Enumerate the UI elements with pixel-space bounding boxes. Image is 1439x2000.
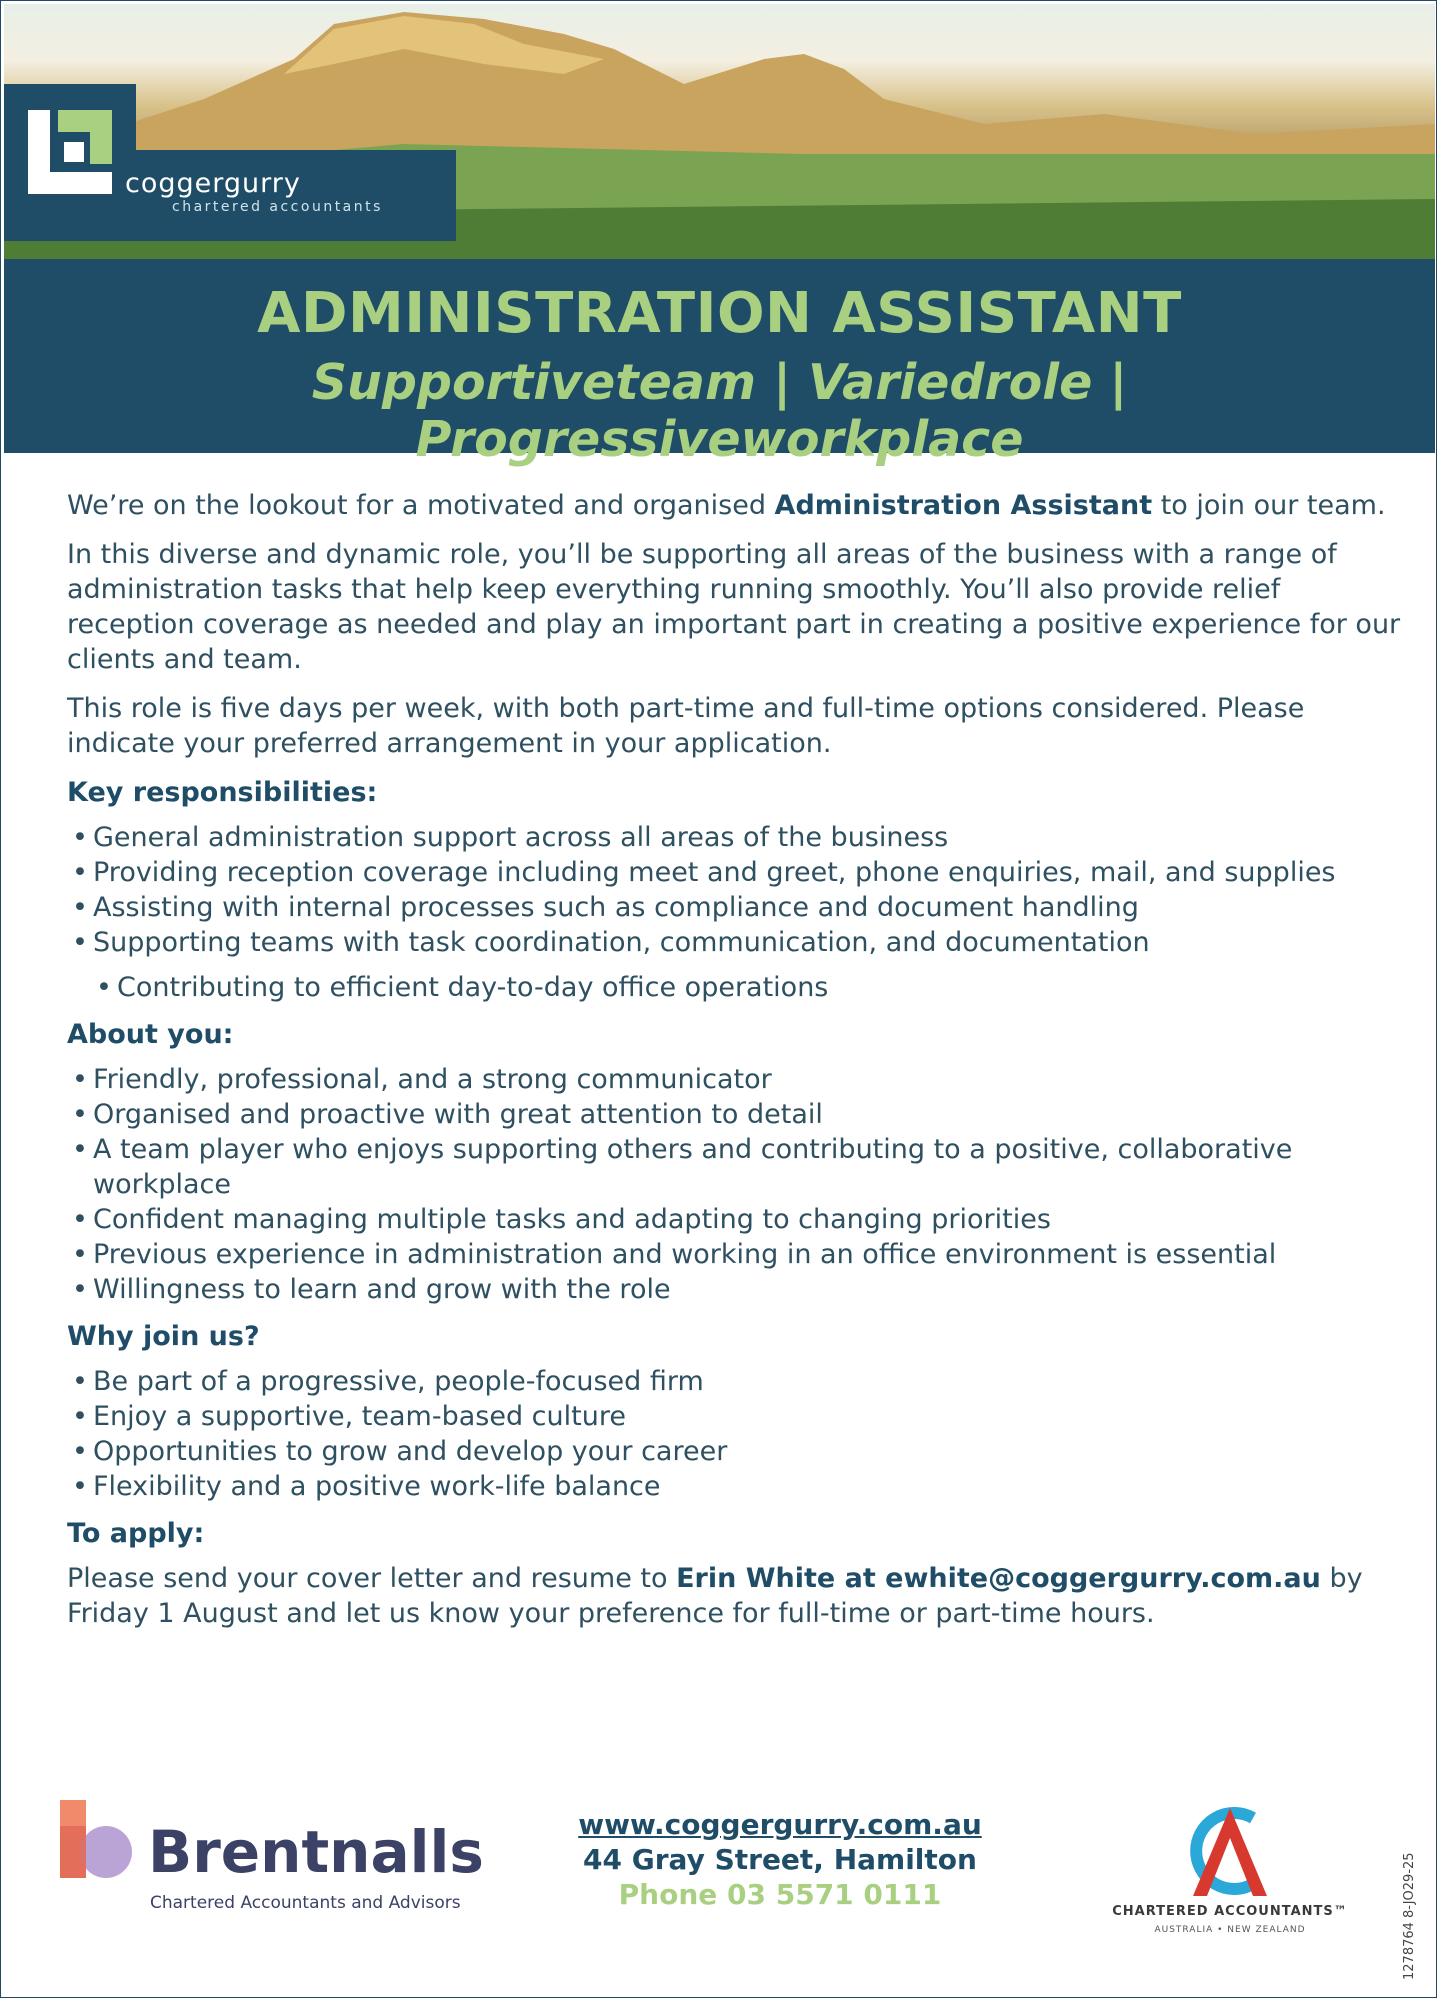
- list-item: • Be part of a progressive, people-focused firm: [67, 1364, 1407, 1399]
- responsibilities-heading: Key responsibilities:: [67, 777, 378, 808]
- ad-body: [67, 488, 1407, 1645]
- list-item: • Opportunities to grow and develop your career: [67, 1434, 1407, 1469]
- job-subtitle: Supportiveteam | Variedrole | Progressiveworkplace: [311, 354, 1128, 468]
- list-item: • General administration support across all areas of the business: [67, 820, 1407, 855]
- brentnalls-name: Brentnalls: [148, 1818, 484, 1886]
- list-item: • Supporting teams with task coordination, communication, and documentation: [67, 925, 1407, 960]
- about-list: [67, 1062, 1407, 1307]
- why-heading: Why join us?: [67, 1321, 260, 1352]
- apply-paragraph: Please send your cover letter and resume to Erin White at ewhite@coggergurry.com.au by Friday 1 August and let us know your preference for full-time or part-time hours.: [67, 1563, 1363, 1629]
- list-item: • A team player who enjoys supporting others and contributing to a positive, collaborative workplace: [67, 1132, 1407, 1202]
- responsibilities-list: [67, 820, 1407, 1005]
- logo-name: coggergurry: [125, 168, 301, 199]
- apply-heading: To apply:: [67, 1518, 205, 1549]
- contact-block: [540, 1808, 1020, 1911]
- list-item: • Previous experience in administration and working in an office environment is essential: [67, 1237, 1407, 1272]
- list-item: • Friendly, professional, and a strong communicator: [67, 1062, 1407, 1097]
- address: 44 Gray Street, Hamilton: [583, 1843, 977, 1876]
- list-item: • Contributing to efficient day-to-day office operations: [67, 970, 1407, 1005]
- logo-subtitle: chartered accountants: [172, 199, 383, 215]
- website-link[interactable]: www.coggergurry.com.au: [578, 1808, 982, 1841]
- brentnalls-subtitle: Chartered Accountants and Advisors: [150, 1893, 461, 1913]
- list-item: • Assisting with internal processes such as compliance and document handling: [67, 890, 1407, 925]
- list-item: • Providing reception coverage including meet and greet, phone enquiries, mail, and supplies: [67, 855, 1407, 890]
- chartered-accountants-logo-icon: [1175, 1796, 1285, 1906]
- job-title: ADMINISTRATION ASSISTANT: [257, 281, 1182, 346]
- title-band: [4, 259, 1435, 468]
- ad-reference: 1278764 8-JO29-25: [1402, 1852, 1417, 1980]
- contact-email[interactable]: Erin White at ewhite@coggergurry.com.au: [676, 1563, 1321, 1594]
- coggergurry-logo-icon: [28, 110, 112, 194]
- why-list: [67, 1364, 1407, 1504]
- brentnalls-logo-icon: [60, 1800, 140, 1880]
- list-item: • Enjoy a supportive, team-based culture: [67, 1399, 1407, 1434]
- intro-paragraph-3: This role is five days per week, with both part-time and full-time options considered. Please indicate your preferred arrangement in your application.: [67, 693, 1305, 759]
- ca-subtitle: AUSTRALIA • NEW ZEALAND: [1154, 1925, 1306, 1935]
- intro-paragraph-1: We’re on the lookout for a motivated and organised Administration Assistant to join our team.: [67, 490, 1386, 521]
- phone-number[interactable]: Phone 03 5571 0111: [618, 1878, 942, 1911]
- intro-paragraph-2: In this diverse and dynamic role, you’ll be supporting all areas of the business with a range of administration tasks that help keep everything running smoothly. You’ll also provide relief reception coverage as needed and play an important part in creating a positive experience for our clients and team.: [67, 539, 1401, 675]
- list-item: • Confident managing multiple tasks and adapting to changing priorities: [67, 1202, 1407, 1237]
- about-heading: About you:: [67, 1019, 234, 1050]
- list-item: • Willingness to learn and grow with the role: [67, 1272, 1407, 1307]
- list-item: • Organised and proactive with great attention to detail: [67, 1097, 1407, 1132]
- ca-name: CHARTERED ACCOUNTANTS™: [1112, 1904, 1348, 1919]
- list-item: • Flexibility and a positive work-life balance: [67, 1469, 1407, 1504]
